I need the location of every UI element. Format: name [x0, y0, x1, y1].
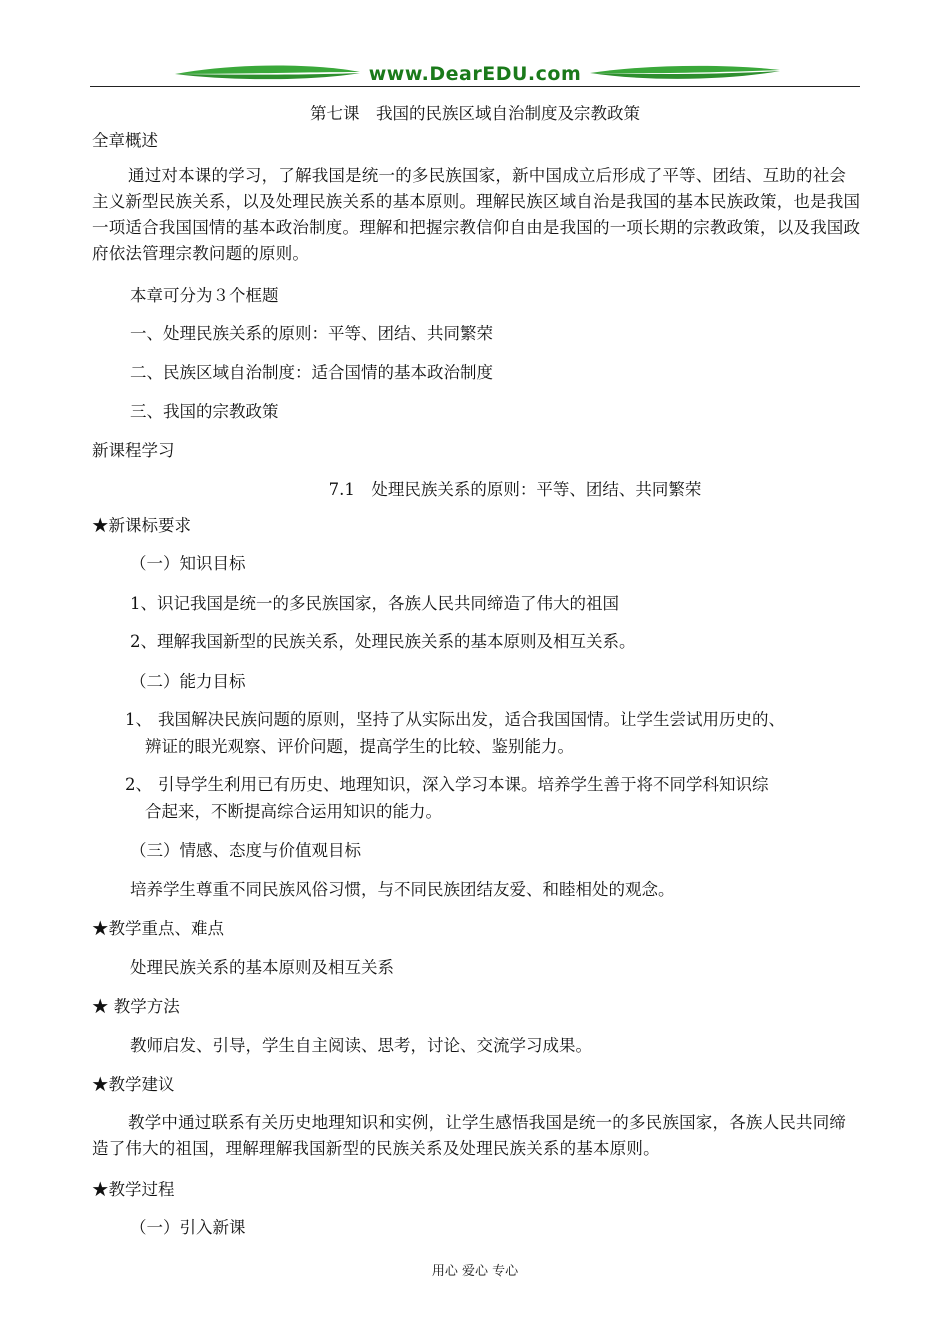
process-subheading: （一）引入新课 [130, 1218, 246, 1237]
ability-item-1-number: 1、 [125, 710, 152, 729]
requirements-heading: ★新课标要求 [92, 516, 191, 535]
method-heading: ★ 教学方法 [92, 997, 180, 1016]
emotion-heading: （三）情感、态度与价值观目标 [130, 841, 361, 860]
frame-item-1: 一、处理民族关系的原则：平等、团结、共同繁荣 [130, 324, 493, 343]
emotion-text: 培养学生尊重不同民族风俗习惯，与不同民族团结友爱、和睦相处的观念。 [130, 880, 675, 899]
method-text: 教师启发、引导，学生自主阅读、思考，讨论、交流学习成果。 [130, 1036, 592, 1055]
ability-item-2-line2: 合起来，不断提高综合运用知识的能力。 [145, 802, 442, 821]
ability-item-2-line1: 引导学生利用已有历史、地理知识，深入学习本课。培养学生善于将不同学科知识综 [158, 775, 769, 794]
frame-item-2: 二、民族区域自治制度：适合国情的基本政治制度 [130, 363, 493, 382]
ability-heading: （二）能力目标 [130, 672, 246, 691]
key-heading: ★教学重点、难点 [92, 919, 224, 938]
frame-item-3: 三、我国的宗教政策 [130, 402, 279, 421]
suggestion-heading: ★教学建议 [92, 1075, 175, 1094]
ability-item-1-line2: 辨证的眼光观察、评价问题，提高学生的比较、鉴别能力。 [145, 737, 574, 756]
frames-intro: 本章可分为３个框题 [130, 286, 279, 305]
knowledge-heading: （一）知识目标 [130, 554, 246, 573]
key-text: 处理民族关系的基本原则及相互关系 [130, 958, 394, 977]
header-divider [90, 86, 860, 87]
knowledge-item-2: 2、理解我国新型的民族关系，处理民族关系的基本原则及相互关系。 [130, 632, 636, 651]
ability-item-1-line1: 我国解决民族问题的原则，坚持了从实际出发，适合我国国情。让学生尝试用历史的、 [158, 710, 785, 729]
suggestion-text: 教学中通过联系有关历史地理知识和实例，让学生感悟我国是统一的多民族国家，各族人民共同缔造了伟大的祖国，理解理解我国新型的民族关系及处理民族关系的基本原则。 [92, 1113, 847, 1158]
ability-item-2-number: 2、 [125, 775, 152, 794]
knowledge-item-1: 1、识记我国是统一的多民族国家，各族人民共同缔造了伟大的祖国 [130, 594, 619, 613]
new-course-heading: 新课程学习 [92, 441, 175, 460]
section-title: 7.1 处理民族关系的原则：平等、团结、共同繁荣 [328, 480, 702, 499]
page-title: 第七课 我国的民族区域自治制度及宗教政策 [310, 104, 640, 123]
page-footer: 用心 爱心 专心 [431, 1264, 519, 1279]
site-logo [90, 60, 860, 92]
overview-paragraph: 通过对本课的学习，了解我国是统一的多民族国家，新中国成立后形成了平等、团结、互助的社会主义新型民族关系，以及处理民族关系的基本原则。理解民族区域自治是我国的基本民族政策，也是我国一项适合我国国情的基本政治制度。理解和把握宗教信仰自由是我国的一项长期的宗教政策，以及我国政府依法管理宗教问题的原则。 [92, 166, 861, 263]
process-heading: ★教学过程 [92, 1180, 175, 1199]
overview-heading: 全章概述 [92, 131, 158, 150]
logo-text: www.DearEDU.com [368, 63, 582, 85]
